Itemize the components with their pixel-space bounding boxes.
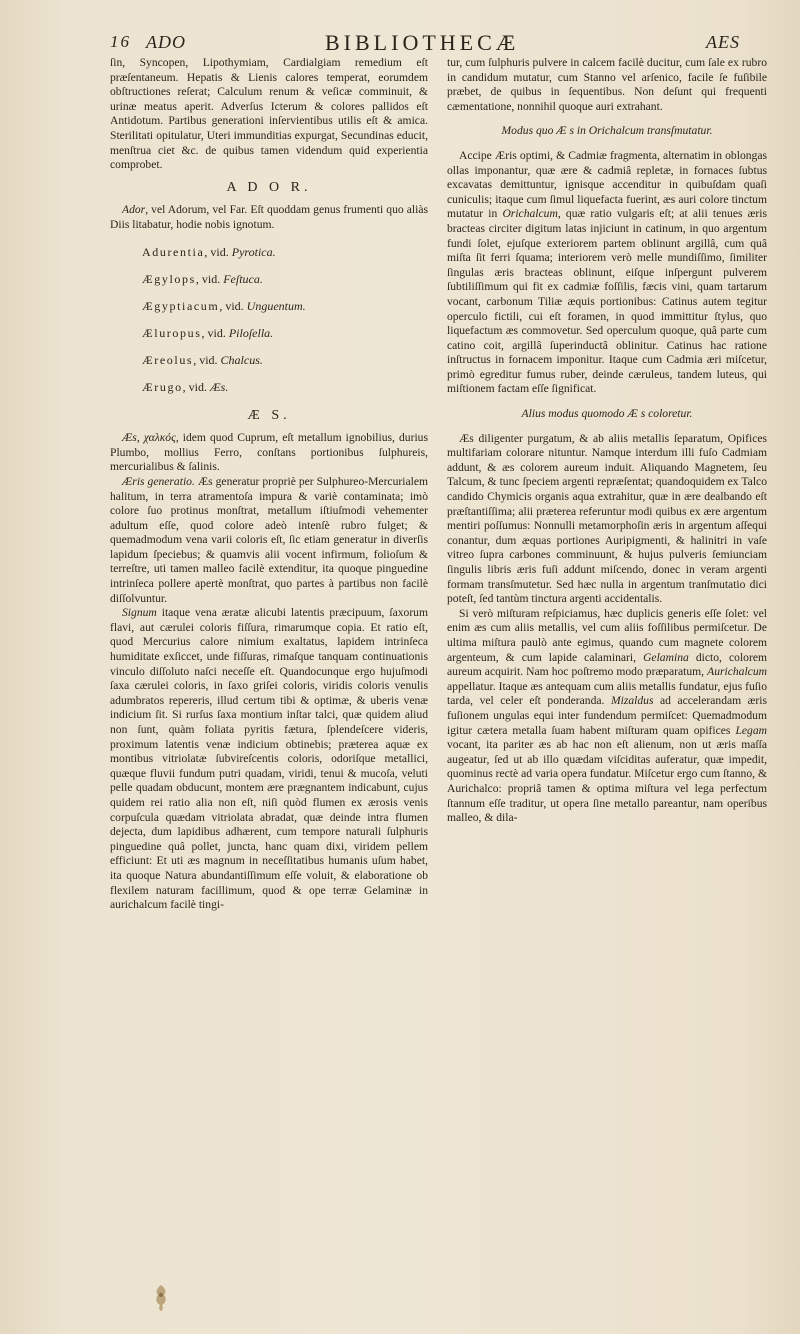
cross-reference: [110, 266, 428, 293]
ref-see: , vid.: [193, 352, 218, 367]
term-aes: Æs, χαλκός: [122, 431, 176, 445]
header-left-word: ADO: [146, 32, 186, 52]
ref-target: Æs.: [210, 379, 229, 394]
cross-reference: [110, 374, 428, 401]
term-signum: Signum: [122, 606, 157, 620]
ref-target: Piloſella.: [228, 325, 274, 340]
ref-see: , vid.: [195, 271, 221, 286]
body-text: Accipe Æris optimi, & Cadmiæ fragmenta, alternatim in oblongas ollas imponantur, quæ ære & cadmiâ repletæ, in fornaces ſubtus excavatas demittuntur, ignisque accenditur in quibuſdam quaſi cuniculis; itaque cum ſimul liquefacta fuerint, æs auri colore tinctum mutatur in: [447, 148, 767, 221]
ref-see: , vid.: [204, 244, 229, 259]
ref-term: Æluropus: [142, 325, 202, 340]
left-column: [110, 56, 428, 913]
page-number: 16: [110, 32, 131, 51]
header-right-word: AES: [706, 32, 740, 52]
ref-see: , vid.: [219, 298, 244, 313]
paragraph: [447, 607, 767, 826]
paragraph: tur, cum ſulphuris pulvere in calcem facilè ducitur, cum ſale ex rubro in candidum mutatur, cum Stanno vel arſenico, facile ſe fuſibile præbet, de quibus in ſequentibus. Non deſunt qui frequenti cæmentatione, nonnihil quoque auri extrahant.: [447, 56, 767, 113]
paragraph-ador: [110, 203, 428, 232]
term-generatio: Æris generatio.: [122, 474, 195, 488]
cross-reference-list: [110, 239, 428, 401]
cross-reference: [110, 293, 428, 320]
paragraph: [447, 149, 767, 397]
ref-target: Unguentum.: [246, 298, 306, 313]
printers-ornament-icon: [152, 1284, 170, 1312]
ref-term: Æreolus: [142, 352, 194, 367]
italic-term: Legam: [735, 723, 767, 737]
subsection-heading: Alius modus quomodo Æ s coloretur.: [521, 407, 693, 421]
ref-term: Adurentia: [142, 244, 205, 259]
body-text: appellatur. Itaque æs antequam cum aliis metallis fundatur, ejus fuſio tarda, vel celer eſt ponderanda.: [447, 679, 767, 708]
right-column: [447, 56, 767, 826]
section-heading-ador: A D O R.: [226, 179, 312, 195]
body-text: itaque vena æratæ alicubi latentis præcipuum, ſaxorum flavi, aut cærulei coloris fiſſura, rimarumque copia. Et ratio eſt, quod Mercurius calore nimium exaltatus, lapidem intrinſeca humiditate exſiccet, unde fiſſuras, rimaſque tanquam continuationis vinculo diſſoluto naſci neceſſe eſt. Quandocunque ergo hujuſmodi ſaxa cærulei coloris, in ſaxo griſei coloris, viridis coloris venulis adumbratos repereris, illud certum tibi & optimæ, & uberis venæ indicium ſit. Si rurſus ſaxa montium inſtar talci, quæ quidem aliud non ſunt, quàm foliata pyritis fætura, ſplendeſcere videris, proximum latentis venæ indicium obtinebis; præterea aquæ ex montibus vitriolatæ ſubvireſcentis coloris, odoriſque metallici, quæque fluvii fundum putri quadam, viridi, tenui & mucoſa, veluti pelle quadam obducunt, montem ære prægnantem indicabunt, cujus quidem rei ratio alia non eſt, niſi quòd flumen ex ærosis venis corpuſcula quædam vitriolata abradat, quæ deinde intra flumen dejecta, dum lapidibus adhærent, cum tempore naturali ſulphuris pinguedine quâ pollet, juncta, hanc quam dixi, viridem pellem efficiunt: Et uti æs magnum in neceſſitatibus humanis uſum habet, ita quoque Natura abundantiſſimum eſſe voluit, & elaboratione ob flexilem naturam facillimum, quod & ope terræ Gelaminæ in aurichalcum facilè tingi-: [110, 606, 428, 912]
italic-term: Gelamina: [643, 650, 689, 664]
cross-reference: [110, 320, 428, 347]
body-text: Si verò miſturam reſpiciamus, hæc duplicis generis eſſe ſolet: vel enim æs cum aliis metallis, vel cum aliis foſſilibus permiſcetur. De ultima miſtura paulò ante egimus, quando cum magnete colorem argenteum, & cum lapide calaminari,: [447, 606, 767, 664]
definition-text: , vel Adorum, vel Far. Eſt quoddam genus frumenti quo aliàs Diis litabatur, hodie nobis ignotum.: [110, 203, 428, 231]
definition-text: , idem quod Cuprum, eſt metallum ignobilius, durius Plumbo, mollius Ferro, conſtans portionibus ſulphureis, mercurialibus & ſalinis.: [110, 431, 428, 474]
body-text: Æs generatur propriè per Sulphureo-Mercurialem halitum, in terra atramentoſa impura & variè contaminata; imò colore ſuo protinus monſtrat, metallum iſtiuſmodi vehementer adultum eſſe, quod colore adeò intenſè rubro fulget; & quemadmodum vena varii coloris eſt, ſic etiam generatur in diverſis lapidum ſpeciebus; & quamvis alii vocent infirmum, folioſum & terreſtre, uti tamen malleo facilè extenditur, ita quoque pinguedine intrinſeca pollere apertè monſtrat, quo partes à partibus non facilè diſſolvuntur.: [110, 474, 428, 605]
ref-target: Pyrotica.: [231, 244, 276, 259]
ref-see: , vid.: [182, 379, 208, 394]
ref-term: Ærugo: [142, 379, 183, 394]
paragraph-signum: [110, 606, 428, 912]
cross-reference: [110, 239, 428, 266]
subsection-heading: Modus quo Æ s in Orichalcum transſmutatur.: [501, 124, 713, 138]
paragraph: Æs diligenter purgatum, & ab aliis metallis ſeparatum, Opifices multifariam colorare nituntur. Namque interdum illi fuſo Cadmiam addunt, & æs colorem aureum induit. Aliquando Magnetem, ſeu Talcum, & tunc ſpeciem argenti repræſentat; quandoquidem ex Talco candido Chymicis organis aqua extrahitur, quæ in ære dealbando eſt præſtantiſſima; alii præterea referuntur modi quibus ex ære argentum mentiri poſſumus: Nonnulli metamorphoſin æris in argentum aſſequi conantur, dum æquas portiones Auripigmenti, & halinitri in vaſe vitreo ſupra carbones comminuunt, & hujus pulveris ſemiunciam ſingulis libris æris fuſi addunt miſcendo, donec in veram argenti formam transſmutetur. Sed hæc nulla in argentum tranſmutatio dici poteſt, ſed tantùm tinctura argenti accidentalis.: [447, 431, 767, 606]
ref-target: Chalcus.: [220, 352, 263, 367]
ref-term: Ægylops: [142, 271, 196, 286]
section-heading-aes: Æ S.: [247, 407, 291, 423]
body-text: vocant, ita pariter æs ab hac non eſt alienum, non ut æris maſſa augeatur, ſed ut ab illo quædam viſciditas auferatur, quæ impedit, quominus rectè ad varia opera fundatur. Miſcetur ergo cum ſtanno, & Aurichalco: propriâ tamen & optima miſtura vel lega perfectum ſtannum eſſe traditur, ut opera ſine metallo pareantur, nam operibus malleo, & dila-: [447, 738, 767, 825]
paragraph-aes: [110, 431, 428, 475]
term-ador: Ador: [122, 203, 146, 217]
ref-term: Ægyptiacum: [142, 298, 220, 313]
running-header: [110, 30, 740, 56]
cross-reference: [110, 347, 428, 374]
body-text: dicto, colorem aureum acquirit. Nam hoc poſtremo modo præparatum,: [447, 650, 767, 679]
header-title: BIBLIOTHECÆ: [325, 30, 520, 55]
body-text: ad accelerandam æris fuſionem ungulas equi inter fundendum permiſcet: Quemadmodum igitur cætera metalla ſuam habent miſturam quam opifices: [447, 694, 768, 737]
italic-term: Orichalcum: [502, 207, 558, 221]
ref-target: Feſtuca.: [223, 271, 263, 286]
ref-see: , vid.: [201, 325, 226, 340]
body-text: , quæ ratio vulgaris eſt; at alii tenues æris bracteas circiter digitum latas injiciunt in catinum, in quo argentum fundi ſolet, ejuſque exteriorem partem oblinunt argillâ, cum quâ miſta ſit ferri ſquama; interiorem verò melle mundiſſimo, ſimiliter ſingulas æris bracteas oblinunt, eiſque inſpergunt pulverem ſubtiliſſimum qui fit ex cadmiæ foſſilis, fæcis vini, quam tartarum vocant, carbonum Tiliæ æquis portionibus: Catinus autem tegitur operculo fictili, cui eſt foramen, in quod immittitur ſtylus, quo liquefactum æs commovetur. Sed operculum quoque, quâ parte cum catino coit, argillâ ſuperinductâ oblinitur. Catinus hac ratione inſtructus in fornacem imponitur. Itaque cum Cadmia æri miſcetur, primò egreditur fumus ruber, deinde cæruleus, tandem luteus, qui miſtionem factam eſſe ſignificat.: [447, 207, 767, 396]
italic-term: Aurichalcum: [707, 665, 767, 679]
italic-term: Mizaldus: [610, 694, 654, 708]
paragraph: ſin, Syncopen, Lipothymiam, Cardialgiam remedium eſt præſentaneum. Hepatis & Lienis calores temperat, eorumdem obſtructiones reſerat; Calculum renum & veſicæ comminuit, & urinæ meatus aperit. Adverſus Icterum & colores pallidos eſt Antidotum. Partibus generationi inſervientibus utilis eſt & amica. Sterilitati opitulatur, Uteri immunditias expurgat, Secundinas educit, menſtrua ciet &c. de quibus tamen videndum quid experientia comprobet.: [110, 56, 428, 172]
paragraph-generatio: [110, 475, 428, 606]
